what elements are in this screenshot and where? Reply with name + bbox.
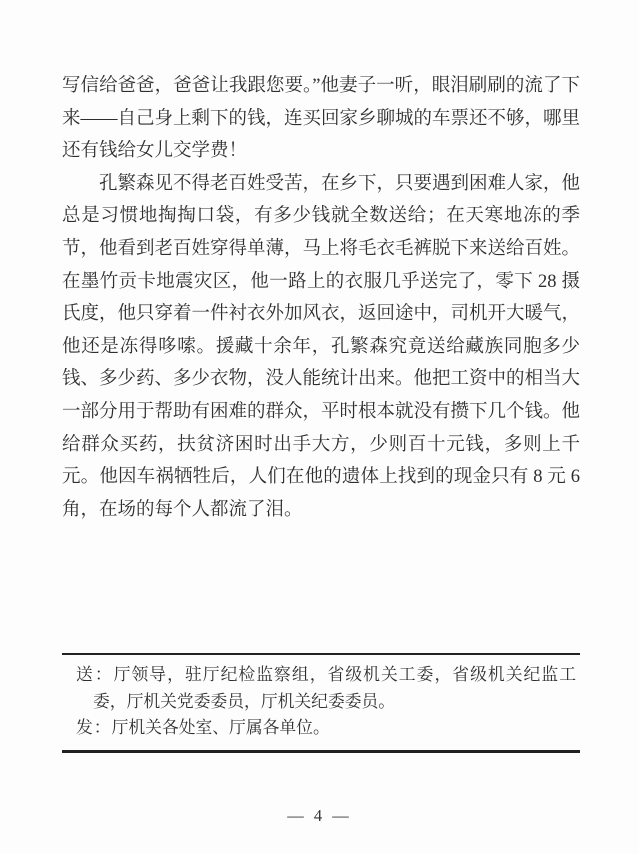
page-number: — 4 — [287,806,352,825]
distribution-send-list: 厅领导，驻厅纪检监察组，省级机关工委，省级机关纪监工委，厅机关党委委员，厅机关纪委委员。 [93,665,576,711]
distribution-send-row [76,662,576,715]
distribution-issue-list: 厅机关各处室、厅属各单位。 [111,718,330,737]
distribution-block [62,653,580,753]
document-body [62,70,580,526]
paragraph-kongfansen: 孔繁森见不得老百姓受苦，在乡下，只要遇到困难人家，他总是习惯地掏掏口袋，有多少钱就全数送给；在天寒地冻的季节，他看到老百姓穿得单薄，马上将毛衣毛裤脱下来送给百姓。在墨竹贡卡地震灾区，他一路上的衣服几乎送完了，零下 28 摄氏度，他只穿着一件衬衣外加风衣，返回途中，司机开大暖气，他还是冻得哆嗦。援藏十余年，孔繁森究竟送给藏族同胞多少钱、多少药、多少衣物，没人能统计出来。他把工资中的相当大一部分用于帮助有困难的群众，平时根本就没有攒下几个钱。他给群众买药，扶贫济困时出手大方，少则百十元钱，多则上千元。他因车祸牺牲后，人们在他的遗体上找到的现金只有 8 元 6 角，在场的每个人都流了泪。 [62,173,581,520]
distribution-send-label: 送： [76,665,114,684]
distribution-issue-row [76,715,576,742]
paragraph-continuation: 写信给爸爸，爸爸让我跟您要。”他妻子一听，眼泪刷刷的流了下来——自己身上剩下的钱，连买回家乡聊城的车票还不够，哪里还有钱给女儿交学费！ [62,76,581,162]
distribution-issue-label: 发： [76,718,112,737]
